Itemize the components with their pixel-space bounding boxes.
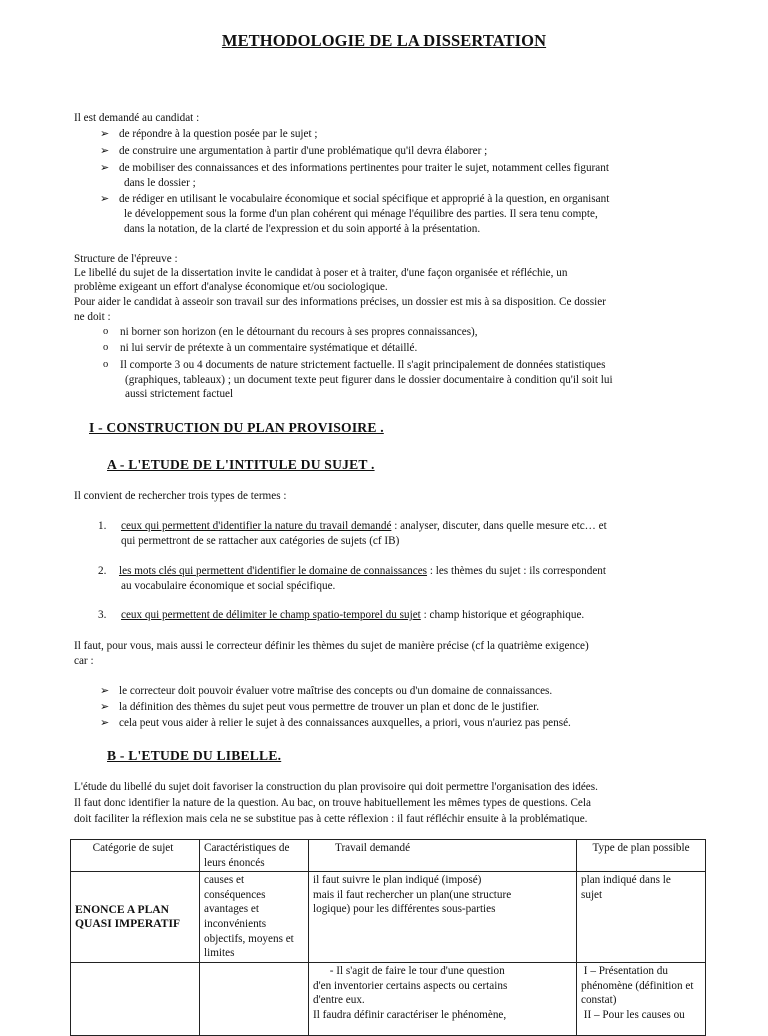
table-cell-plan: plan indiqué dans le sujet bbox=[577, 872, 706, 963]
intro-bullet-cont: dans la notation, de la clarté de l'expression et du soin apporté à la présentation. bbox=[124, 223, 481, 235]
table-cell-features: causes et conséquences avantages et inconvénients objectifs, moyens et limites bbox=[200, 872, 309, 963]
section-a-paragraph: Il faut, pour vous, mais aussi le correcteur définir les thèmes du sujet de manière précise (cf la quatrième exigence) bbox=[74, 640, 589, 652]
arrow-bullet-icon: ➢ bbox=[100, 717, 110, 729]
term-item-3-key: ceux qui permettent de délimiter le champ spatio-temporel du sujet bbox=[121, 609, 421, 621]
structure-paragraph: problème exigeant un effort d'analyse économique et/ou sociologique. bbox=[74, 281, 388, 293]
reason-bullet: la définition des thèmes du sujet peut vous permettre de trouver un plan et donc de le justifier. bbox=[119, 701, 540, 713]
term-item-3-rest: : champ historique et géographique. bbox=[420, 609, 585, 621]
term-item-2-rest: : les thèmes du sujet : ils correspondent bbox=[427, 565, 606, 577]
structure-paragraph: Le libellé du sujet de la dissertation invite le candidat à poser et à traiter, d'une façon organisée et réfléchie, un bbox=[74, 267, 568, 279]
intro-bullet: de répondre à la question posée par le sujet ; bbox=[119, 128, 318, 140]
section-b-line: doit faciliter la réflexion mais cela ne se substitue pas à cette réflexion : il faut réfléchir ensuite à la problématique. bbox=[74, 813, 588, 825]
section-a-paragraph: car : bbox=[74, 655, 94, 667]
table-cell-features bbox=[200, 963, 309, 1036]
circle-bullet-icon: o bbox=[103, 342, 109, 353]
structure-item-cont: (graphiques, tableaux) ; un document texte peut figurer dans le dossier documentaire à condition qu'il soit lui bbox=[125, 374, 613, 386]
term-item-3 bbox=[121, 608, 584, 623]
table-cell-category: ENONCE A PLAN QUASI IMPERATIF bbox=[71, 872, 200, 963]
arrow-bullet-icon: ➢ bbox=[100, 701, 110, 713]
reason-bullet: cela peut vous aider à relier le sujet à des connaissances auxquelles, a priori, vous n'auriez pas pensé. bbox=[119, 717, 571, 729]
section-heading-1: I - CONSTRUCTION DU PLAN PROVISOIRE . bbox=[89, 420, 384, 435]
arrow-bullet-icon: ➢ bbox=[100, 685, 110, 697]
table-header-cell: Caractéristiques de leurs énoncés bbox=[200, 840, 309, 872]
circle-bullet-icon: o bbox=[103, 359, 109, 370]
intro-bullet-cont: le développement sous la forme d'un plan cohérent qui ménage l'équilibre des parties. Il sera tenu compte, bbox=[124, 208, 598, 220]
page-title: METHODOLOGIE DE LA DISSERTATION bbox=[221, 31, 547, 50]
structure-paragraph: Pour aider le candidat à asseoir son travail sur des informations précises, un dossier est mis à sa disposition. Ce dossier bbox=[74, 296, 606, 308]
table-header-cell: Catégorie de sujet bbox=[71, 840, 200, 872]
circle-bullet-icon: o bbox=[103, 326, 109, 337]
table-header-row bbox=[71, 840, 706, 872]
intro-lead: Il est demandé au candidat : bbox=[74, 112, 200, 124]
intro-bullet: de mobiliser des connaissances et des informations pertinentes pour traiter le sujet, notamment celles figurant bbox=[119, 162, 609, 174]
intro-bullet: de rédiger en utilisant le vocabulaire économique et social spécifique et approprié à la question, en organisant bbox=[119, 193, 610, 205]
structure-heading: Structure de l'épreuve : bbox=[74, 253, 178, 265]
arrow-bullet-icon: ➢ bbox=[100, 162, 110, 174]
section-a-intro: Il convient de rechercher trois types de termes : bbox=[74, 490, 287, 502]
section-b-line: Il faut donc identifier la nature de la question. Au bac, on trouve habituellement les mêmes types de questions. Cela bbox=[74, 797, 591, 809]
structure-paragraph: ne doit : bbox=[74, 311, 111, 323]
section-b-line: L'étude du libellé du sujet doit favoriser la construction du plan provisoire qui doit permettre l'organisation des idées. bbox=[74, 781, 598, 793]
table-header-cell: Travail demandé bbox=[309, 840, 577, 872]
section-heading-a: A - L'ETUDE DE L'INTITULE DU SUJET . bbox=[107, 457, 375, 472]
table-row bbox=[71, 872, 706, 963]
intro-bullet-cont: dans le dossier ; bbox=[124, 177, 196, 189]
term-item-2-key: les mots clés qui permettent d'identifier le domaine de connaissances bbox=[119, 565, 428, 577]
section-heading-b: B - L'ETUDE DU LIBELLE. bbox=[107, 748, 282, 763]
table-cell-category bbox=[71, 963, 200, 1036]
term-item-2-cont: au vocabulaire économique et social spécifique. bbox=[121, 580, 336, 592]
structure-item: ni lui servir de prétexte à un commentaire systématique et détaillé. bbox=[120, 342, 418, 354]
question-types-table bbox=[70, 839, 706, 1036]
arrow-bullet-icon: ➢ bbox=[100, 193, 110, 205]
list-number: 3. bbox=[98, 609, 107, 621]
term-item-1 bbox=[121, 519, 607, 534]
table-cell-work: - Il s'agit de faire le tour d'une question d'en inventorier certains aspects ou certains d'entre eux. Il faudra définir caractériser le phénomène, bbox=[309, 963, 577, 1036]
reason-bullet: le correcteur doit pouvoir évaluer votre maîtrise des concepts ou d'un domaine de connaissances. bbox=[119, 685, 553, 697]
term-item-1-cont: qui permettront de se rattacher aux catégories de sujets (cf IB) bbox=[121, 535, 400, 547]
arrow-bullet-icon: ➢ bbox=[100, 145, 110, 157]
arrow-bullet-icon: ➢ bbox=[100, 128, 110, 140]
list-number: 2. bbox=[98, 565, 107, 577]
structure-item-cont: aussi strictement factuel bbox=[125, 388, 234, 400]
term-item-2 bbox=[119, 564, 606, 579]
list-number: 1. bbox=[98, 520, 107, 532]
intro-bullet: de construire une argumentation à partir d'une problématique qu'il devra élaborer ; bbox=[119, 145, 488, 157]
structure-item: ni borner son horizon (en le détournant du recours à ses propres connaissances), bbox=[120, 326, 478, 338]
term-item-1-rest: : analyser, discuter, dans quelle mesure etc… et bbox=[391, 520, 607, 532]
table-cell-plan: I – Présentation du phénomène (définition et constat) II – Pour les causes ou bbox=[577, 963, 706, 1036]
structure-item: Il comporte 3 ou 4 documents de nature strictement factuelle. Il s'agit principalement de données statistiques bbox=[120, 359, 606, 371]
table-header-cell: Type de plan possible bbox=[577, 840, 706, 872]
term-item-1-key: ceux qui permettent d'identifier la nature du travail demandé bbox=[121, 520, 392, 532]
table-cell-work: il faut suivre le plan indiqué (imposé) mais il faut rechercher un plan(une structure logique) pour les différentes sous-parties bbox=[309, 872, 577, 963]
table-row bbox=[71, 963, 706, 1036]
